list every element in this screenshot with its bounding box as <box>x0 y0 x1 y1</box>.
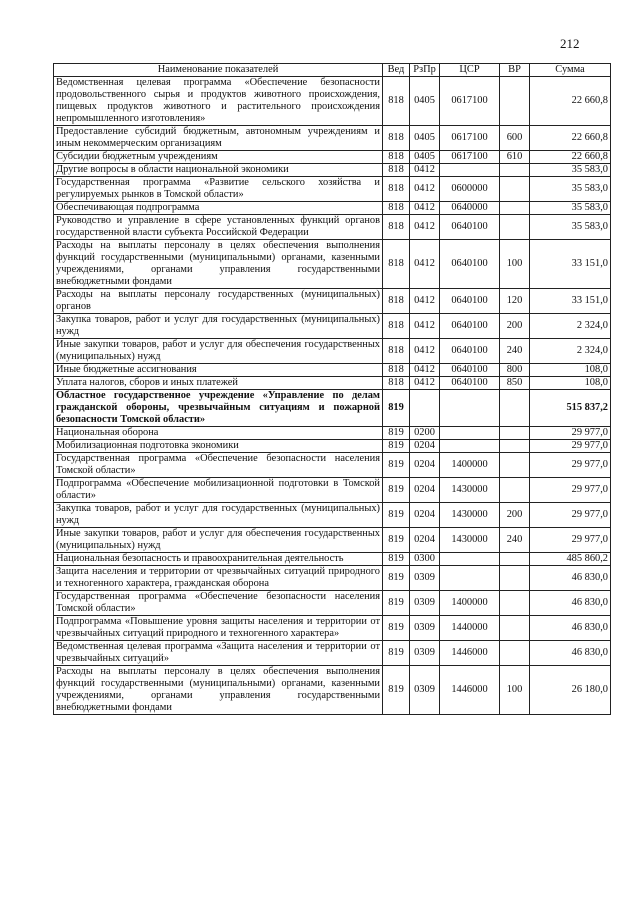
row-vr <box>500 478 530 503</box>
table-row <box>54 164 611 177</box>
row-ved: 818 <box>383 215 410 240</box>
row-sum: 46 830,0 <box>530 616 611 641</box>
row-rzpr: 0204 <box>410 528 440 553</box>
row-sum: 108,0 <box>530 364 611 377</box>
table-header-row <box>54 64 611 77</box>
row-ved: 819 <box>383 453 410 478</box>
table-row <box>54 377 611 390</box>
row-vr <box>500 453 530 478</box>
row-csr <box>440 427 500 440</box>
row-csr: 1400000 <box>440 453 500 478</box>
row-ved: 819 <box>383 566 410 591</box>
row-name: Ведомственная целевая программа «Обеспечение безопасности продовольственного сырья и продуктов животного происхождения, пищевых продуктов животного и растительного происхождения непромышленного изготовления» <box>54 77 383 126</box>
row-csr: 0640100 <box>440 377 500 390</box>
row-csr <box>440 164 500 177</box>
row-sum: 35 583,0 <box>530 202 611 215</box>
row-rzpr: 0412 <box>410 289 440 314</box>
row-sum: 2 324,0 <box>530 339 611 364</box>
row-ved: 819 <box>383 478 410 503</box>
row-sum: 22 660,8 <box>530 126 611 151</box>
table-row <box>54 453 611 478</box>
row-sum: 29 977,0 <box>530 427 611 440</box>
row-csr: 1430000 <box>440 478 500 503</box>
header-name: Наименование показателей <box>54 64 383 77</box>
row-ved: 818 <box>383 364 410 377</box>
row-name: Иные бюджетные ассигнования <box>54 364 383 377</box>
row-ved: 819 <box>383 528 410 553</box>
row-rzpr: 0309 <box>410 666 440 715</box>
row-rzpr: 0405 <box>410 77 440 126</box>
row-csr: 0640100 <box>440 215 500 240</box>
row-name: Мобилизационная подготовка экономики <box>54 440 383 453</box>
table-row <box>54 240 611 289</box>
row-csr <box>440 440 500 453</box>
row-sum: 2 324,0 <box>530 314 611 339</box>
row-ved: 818 <box>383 126 410 151</box>
row-rzpr: 0412 <box>410 364 440 377</box>
row-csr: 0640100 <box>440 364 500 377</box>
row-csr: 0617100 <box>440 77 500 126</box>
table-row <box>54 126 611 151</box>
row-ved: 819 <box>383 553 410 566</box>
row-rzpr: 0309 <box>410 591 440 616</box>
row-rzpr: 0412 <box>410 240 440 289</box>
table-row <box>54 202 611 215</box>
row-vr: 200 <box>500 503 530 528</box>
row-sum: 29 977,0 <box>530 503 611 528</box>
row-ved: 819 <box>383 641 410 666</box>
row-ved: 819 <box>383 616 410 641</box>
row-rzpr: 0300 <box>410 553 440 566</box>
row-vr <box>500 77 530 126</box>
row-name: Другие вопросы в области национальной экономики <box>54 164 383 177</box>
row-sum: 485 860,2 <box>530 553 611 566</box>
row-ved: 818 <box>383 164 410 177</box>
header-rzpr: РзПр <box>410 64 440 77</box>
row-name: Защита населения и территории от чрезвычайных ситуаций природного и техногенного характера, гражданская оборона <box>54 566 383 591</box>
row-vr: 240 <box>500 339 530 364</box>
row-vr: 200 <box>500 314 530 339</box>
row-rzpr: 0309 <box>410 566 440 591</box>
row-vr <box>500 440 530 453</box>
table-row <box>54 591 611 616</box>
row-csr: 1400000 <box>440 591 500 616</box>
row-sum: 108,0 <box>530 377 611 390</box>
table-row <box>54 364 611 377</box>
row-ved: 818 <box>383 377 410 390</box>
row-name: Расходы на выплаты персоналу в целях обеспечения выполнения функций государственными (муниципальными) органами, казенными учреждениями, органами управления государственными внебюджетными фондами <box>54 666 383 715</box>
row-sum: 33 151,0 <box>530 240 611 289</box>
table-row <box>54 478 611 503</box>
row-sum: 29 977,0 <box>530 440 611 453</box>
header-ved: Вед <box>383 64 410 77</box>
header-csr: ЦСР <box>440 64 500 77</box>
row-sum: 29 977,0 <box>530 478 611 503</box>
row-name: Расходы на выплаты персоналу государственных (муниципальных) органов <box>54 289 383 314</box>
row-csr: 1430000 <box>440 503 500 528</box>
row-csr: 0617100 <box>440 126 500 151</box>
row-rzpr: 0204 <box>410 440 440 453</box>
row-sum: 29 977,0 <box>530 528 611 553</box>
row-rzpr: 0204 <box>410 503 440 528</box>
row-rzpr: 0200 <box>410 427 440 440</box>
row-csr <box>440 553 500 566</box>
row-name: Национальная оборона <box>54 427 383 440</box>
row-vr <box>500 553 530 566</box>
table-row <box>54 641 611 666</box>
row-name: Государственная программа «Обеспечение безопасности населения Томской области» <box>54 591 383 616</box>
row-name: Руководство и управление в сфере установленных функций органов государственной власти субъекта Российской Федерации <box>54 215 383 240</box>
row-name: Субсидии бюджетным учреждениям <box>54 151 383 164</box>
row-vr: 600 <box>500 126 530 151</box>
row-ved: 818 <box>383 177 410 202</box>
row-ved: 818 <box>383 151 410 164</box>
row-vr <box>500 164 530 177</box>
table-row <box>54 566 611 591</box>
row-name: Национальная безопасность и правоохранительная деятельность <box>54 553 383 566</box>
row-name: Областное государственное учреждение «Управление по делам гражданской обороны, чрезвычайным ситуациям и пожарной безопасности Томской области» <box>54 390 383 427</box>
row-ved: 818 <box>383 289 410 314</box>
row-ved: 819 <box>383 390 410 427</box>
row-vr: 800 <box>500 364 530 377</box>
row-ved: 818 <box>383 339 410 364</box>
row-csr: 1446000 <box>440 641 500 666</box>
row-rzpr: 0412 <box>410 177 440 202</box>
table-row <box>54 77 611 126</box>
row-name: Подпрограмма «Повышение уровня защиты населения и территории от чрезвычайных ситуаций природного и техногенного характера» <box>54 616 383 641</box>
row-ved: 818 <box>383 240 410 289</box>
row-vr <box>500 177 530 202</box>
row-ved: 818 <box>383 77 410 126</box>
row-csr: 0640000 <box>440 202 500 215</box>
row-vr: 100 <box>500 240 530 289</box>
row-rzpr: 0204 <box>410 478 440 503</box>
row-name: Закупка товаров, работ и услуг для государственных (муниципальных) нужд <box>54 314 383 339</box>
row-vr <box>500 591 530 616</box>
page-number: 212 <box>560 36 580 51</box>
row-ved: 819 <box>383 440 410 453</box>
row-sum: 35 583,0 <box>530 215 611 240</box>
table-row <box>54 503 611 528</box>
row-csr: 0640100 <box>440 314 500 339</box>
row-csr <box>440 566 500 591</box>
table-row <box>54 616 611 641</box>
row-csr: 0640100 <box>440 289 500 314</box>
row-sum: 33 151,0 <box>530 289 611 314</box>
row-csr: 1440000 <box>440 616 500 641</box>
table-row <box>54 553 611 566</box>
row-name: Иные закупки товаров, работ и услуг для обеспечения государственных (муниципальных) нужд <box>54 528 383 553</box>
row-csr: 1446000 <box>440 666 500 715</box>
row-sum: 22 660,8 <box>530 77 611 126</box>
row-ved: 819 <box>383 666 410 715</box>
row-sum: 22 660,8 <box>530 151 611 164</box>
row-vr: 120 <box>500 289 530 314</box>
row-rzpr: 0412 <box>410 314 440 339</box>
row-sum: 46 830,0 <box>530 591 611 616</box>
row-rzpr: 0204 <box>410 453 440 478</box>
row-vr <box>500 427 530 440</box>
row-csr: 0640100 <box>440 339 500 364</box>
row-name: Предоставление субсидий бюджетным, автономным учреждениям и иным некоммерческим организациям <box>54 126 383 151</box>
row-csr: 1430000 <box>440 528 500 553</box>
row-sum: 46 830,0 <box>530 566 611 591</box>
row-ved: 819 <box>383 503 410 528</box>
row-rzpr: 0405 <box>410 126 440 151</box>
row-rzpr: 0412 <box>410 164 440 177</box>
table-row <box>54 289 611 314</box>
row-vr: 610 <box>500 151 530 164</box>
row-csr: 0617100 <box>440 151 500 164</box>
row-sum: 29 977,0 <box>530 453 611 478</box>
row-ved: 818 <box>383 314 410 339</box>
table-row <box>54 390 611 427</box>
row-vr <box>500 616 530 641</box>
table-row <box>54 151 611 164</box>
budget-table <box>53 63 611 715</box>
row-ved: 819 <box>383 591 410 616</box>
table-row <box>54 215 611 240</box>
header-sum: Сумма <box>530 64 611 77</box>
row-sum: 35 583,0 <box>530 177 611 202</box>
row-name: Иные закупки товаров, работ и услуг для обеспечения государственных (муниципальных) нужд <box>54 339 383 364</box>
row-vr: 100 <box>500 666 530 715</box>
row-name: Уплата налогов, сборов и иных платежей <box>54 377 383 390</box>
row-ved: 818 <box>383 202 410 215</box>
row-vr <box>500 202 530 215</box>
row-rzpr: 0412 <box>410 215 440 240</box>
table-row <box>54 440 611 453</box>
row-ved: 819 <box>383 427 410 440</box>
row-sum: 26 180,0 <box>530 666 611 715</box>
row-rzpr <box>410 390 440 427</box>
table-row <box>54 339 611 364</box>
row-vr <box>500 566 530 591</box>
row-rzpr: 0412 <box>410 339 440 364</box>
row-rzpr: 0405 <box>410 151 440 164</box>
row-name: Ведомственная целевая программа «Защита населения и территории от чрезвычайных ситуаций» <box>54 641 383 666</box>
row-rzpr: 0309 <box>410 641 440 666</box>
row-name: Закупка товаров, работ и услуг для государственных (муниципальных) нужд <box>54 503 383 528</box>
table-row <box>54 314 611 339</box>
row-vr: 240 <box>500 528 530 553</box>
row-rzpr: 0412 <box>410 202 440 215</box>
row-csr: 0640100 <box>440 240 500 289</box>
table-body <box>54 77 611 715</box>
row-name: Расходы на выплаты персоналу в целях обеспечения выполнения функций государственными (муниципальными) органами, казенными учреждениями, органами управления государственными внебюджетными фондами <box>54 240 383 289</box>
row-name: Государственная программа «Обеспечение безопасности населения Томской области» <box>54 453 383 478</box>
row-csr <box>440 390 500 427</box>
row-sum: 35 583,0 <box>530 164 611 177</box>
row-rzpr: 0309 <box>410 616 440 641</box>
row-sum: 46 830,0 <box>530 641 611 666</box>
row-vr <box>500 641 530 666</box>
table-row <box>54 177 611 202</box>
row-rzpr: 0412 <box>410 377 440 390</box>
row-name: Подпрограмма «Обеспечение мобилизационной подготовки в Томской области» <box>54 478 383 503</box>
header-vr: ВР <box>500 64 530 77</box>
row-name: Обеспечивающая подпрограмма <box>54 202 383 215</box>
row-name: Государственная программа «Развитие сельского хозяйства и регулируемых рынков в Томской области» <box>54 177 383 202</box>
row-vr: 850 <box>500 377 530 390</box>
row-vr <box>500 215 530 240</box>
row-csr: 0600000 <box>440 177 500 202</box>
row-vr <box>500 390 530 427</box>
row-sum: 515 837,2 <box>530 390 611 427</box>
table-row <box>54 666 611 715</box>
table-row <box>54 427 611 440</box>
table-row <box>54 528 611 553</box>
